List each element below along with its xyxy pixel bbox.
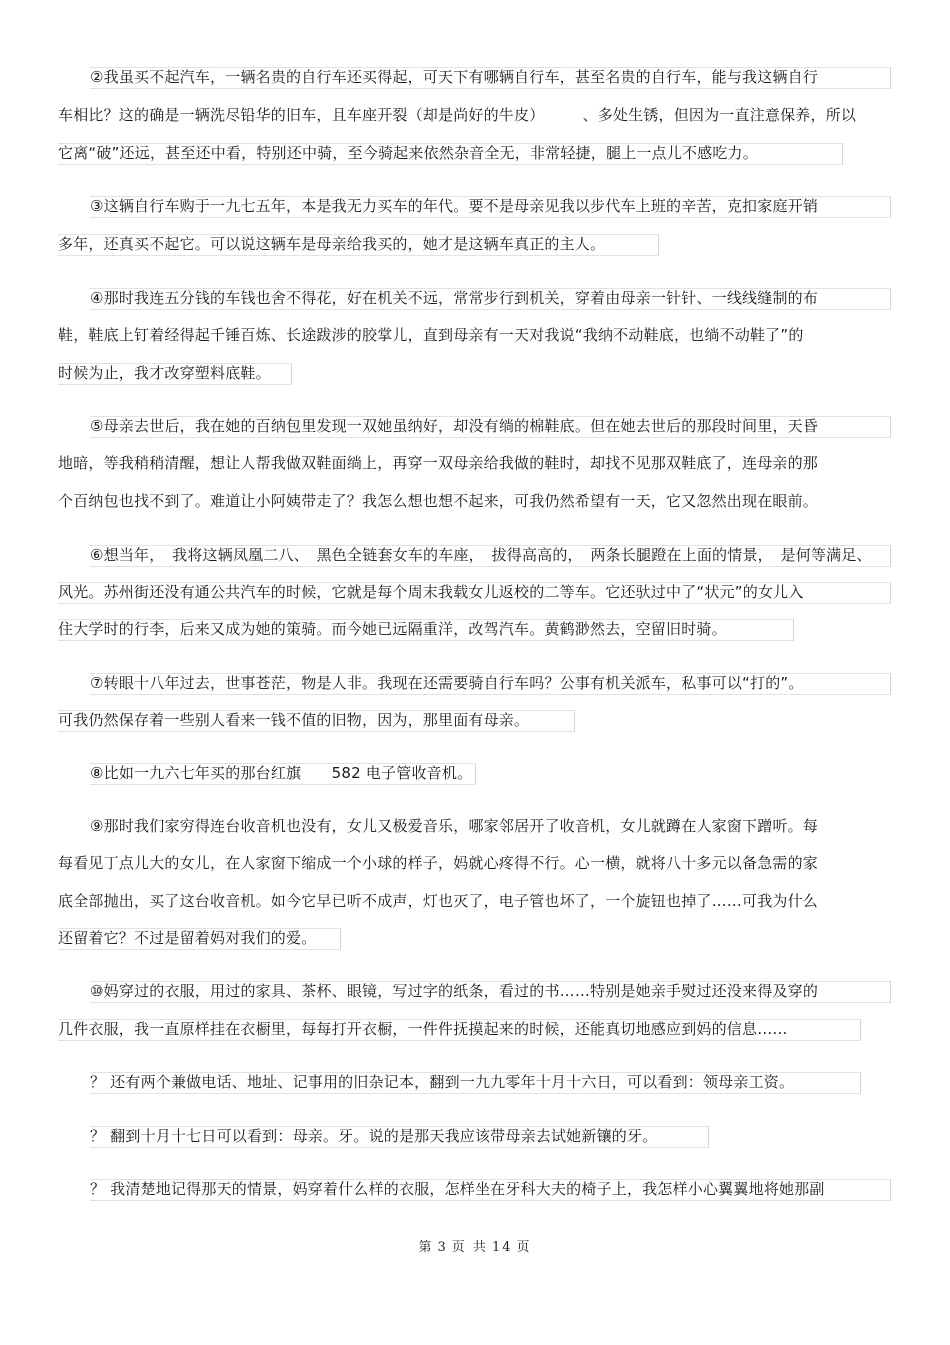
paragraph-8-line-1: ⑧比如一九六七年买的那台红旗 582 电子管收音机。 [90, 764, 473, 782]
paragraph-6-line-2: 风光。苏州街还没有通公共汽车的时候，它就是每个周末我载女儿返校的二等车。它还驮过中了“状元”的女儿入 [58, 583, 804, 601]
paragraph-3-line-2: 多年，还真买不起它。可以说这辆车是母亲给我买的，她才是这辆车真正的主人。 [58, 235, 606, 253]
paragraph-5-line-1: ⑤母亲去世后，我在她的百纳包里发现一双她虽纳好，却没有绱的棉鞋底。但在她去世后的那段时间里，天昏 [90, 417, 819, 435]
paragraph-11-line-1: ？ 还有两个兼做电话、地址、记事用的旧杂记本，翻到一九九零年十月十六日，可以看到：领母亲工资。 [90, 1073, 795, 1091]
paragraph-4-line-1: ④那时我连五分钱的车钱也舍不得花，好在机关不远，常常步行到机关，穿着由母亲一针针、一线线缝制的布 [90, 289, 819, 307]
paragraph-6-line-1: ⑥想当年， 我将这辆凤凰二八、 黑色全链套女车的车座， 拔得高高的， 两条长腿蹬在上面的情景， 是何等满足、 [90, 546, 872, 564]
paragraph-9-line-3: 底全部抛出，买了这台收音机。如今它早已听不成声，灯也灭了，电子管也坏了，一个旋钮也掉了……可我为什么 [58, 892, 819, 910]
paragraph-13-line-1: ？ 我清楚地记得那天的情景，妈穿着什么样的衣服，怎样坐在牙科大夫的椅子上，我怎样小心翼翼地将她那副 [90, 1180, 825, 1198]
paragraph-9-line-4: 还留着它？不过是留着妈对我们的爱。 [58, 929, 317, 947]
paragraph-2-line-2: 车相比？这的确是一辆洗尽铅华的旧车，且车座开裂（却是尚好的牛皮） 、多处生锈，但因为一直注意保养，所以 [58, 106, 857, 124]
page-footer [0, 1236, 950, 1255]
paragraph-2-line-3: 它离“破”还远，甚至还中看，特别还中骑，至今骑起来依然杂音全无，非常轻捷，腿上一点儿不感吃力。 [58, 144, 758, 162]
paragraph-6-line-3: 住大学时的行李，后来又成为她的策骑。而今她已远隔重洋，改驾汽车。黄鹤渺然去，空留旧时骑。 [58, 620, 727, 638]
paragraph-4-line-3: 时候为止，我才改穿塑料底鞋。 [58, 364, 271, 382]
paragraph-7-line-2: 可我仍然保存着一些别人看来一钱不值的旧物，因为，那里面有母亲。 [58, 711, 530, 729]
paragraph-3-line-1: ③这辆自行车购于一九七五年，本是我无力买车的年代。要不是母亲见我以步代车上班的辛苦，克扣家庭开销 [90, 197, 819, 215]
footer-prefix: 第 [418, 1240, 434, 1255]
footer-total-pages: 14 [491, 1240, 513, 1255]
paragraph-12-line-1: ？ 翻到十月十七日可以看到：母亲。牙。说的是那天我应该带母亲去试她新镶的牙。 [90, 1127, 658, 1145]
footer-middle: 页 共 [451, 1240, 488, 1255]
paragraph-4-line-2: 鞋，鞋底上钉着经得起千锤百炼、长途跋涉的胶掌儿，直到母亲有一天对我说“我纳不动鞋底，也绱不动鞋了”的 [58, 326, 804, 344]
paragraph-5-line-2: 地暗，等我稍稍清醒，想让人帮我做双鞋面绱上，再穿一双母亲给我做的鞋时，却找不见那双鞋底了，连母亲的那 [58, 454, 819, 472]
paragraph-9-line-1: ⑨那时我们家穷得连台收音机也没有，女儿又极爱音乐，哪家邻居开了收音机，女儿就蹲在人家窗下蹭听。每 [90, 817, 819, 835]
paragraph-7-line-1: ⑦转眼十八年过去，世事苍茫，物是人非。我现在还需要骑自行车吗？公事有机关派车，私事可以“打的”。 [90, 674, 804, 692]
footer-page-number: 3 [437, 1240, 448, 1255]
paragraph-2-line-1: ②我虽买不起汽车，一辆名贵的自行车还买得起，可天下有哪辆自行车，甚至名贵的自行车，能与我这辆自行 [90, 68, 819, 86]
paragraph-10-line-1: ⑩妈穿过的衣服，用过的家具、茶杯、眼镜，写过字的纸条，看过的书……特别是她亲手熨过还没来得及穿的 [90, 982, 819, 1000]
footer-suffix: 页 [516, 1240, 532, 1255]
paragraph-10-line-2: 几件衣服，我一直原样挂在衣橱里，每每打开衣橱，一件件抚摸起来的时候，还能真切地感应到妈的信息…… [58, 1020, 788, 1038]
paragraph-5-line-3: 个百纳包也找不到了。难道让小阿姨带走了？我怎么想也想不起来，可我仍然希望有一天，它又忽然出现在眼前。 [58, 492, 819, 510]
paragraph-9-line-2: 每看见丁点儿大的女儿，在人家窗下缩成一个小球的样子，妈就心疼得不行。心一横，就将八十多元以备急需的家 [58, 854, 819, 872]
